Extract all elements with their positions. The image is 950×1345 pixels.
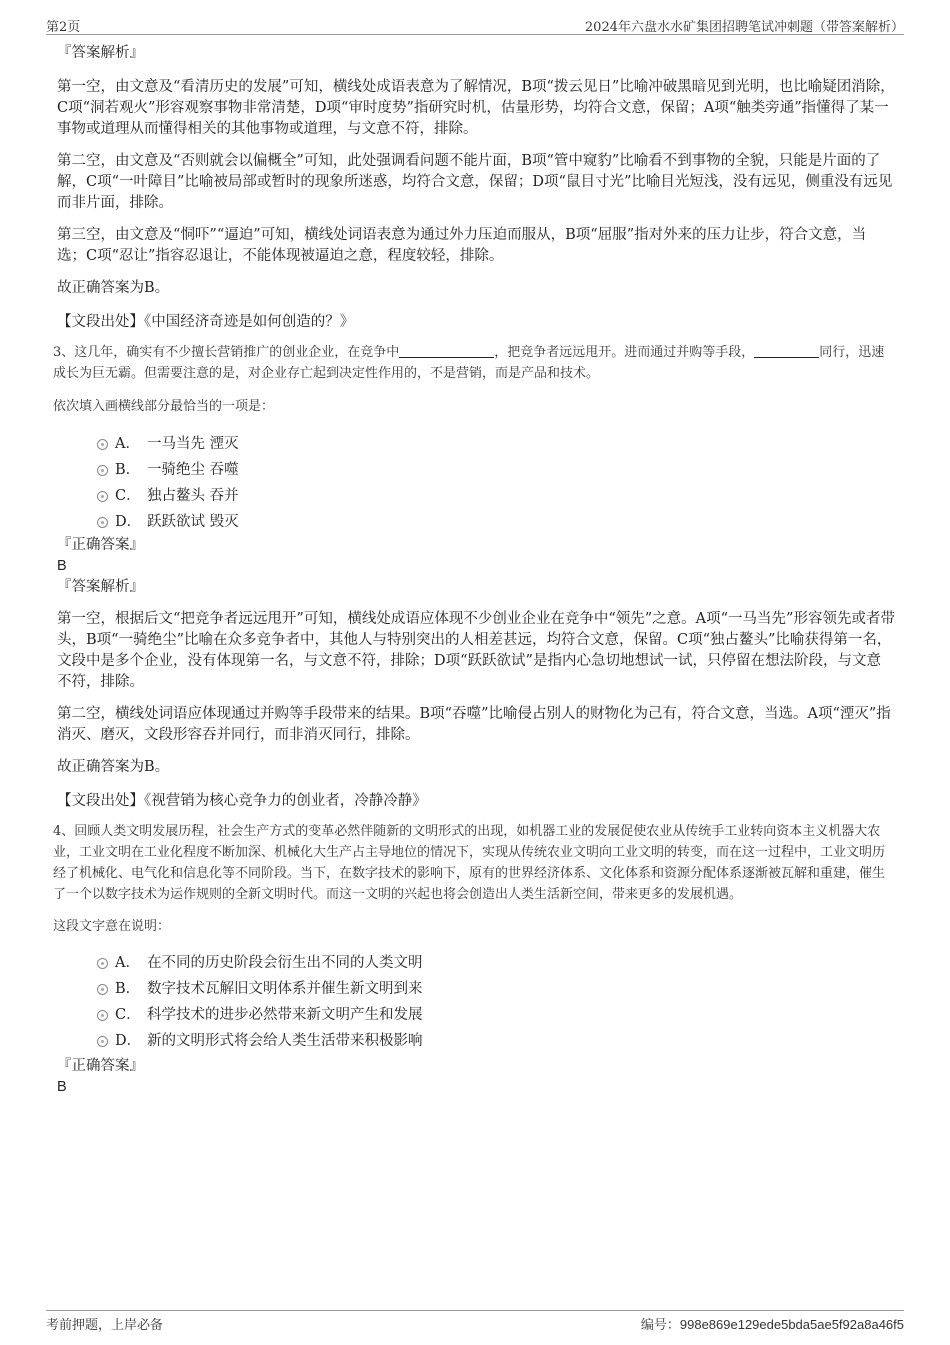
- radio-icon[interactable]: [97, 465, 108, 476]
- question-stem: 3、这几年，确实有不少擅长营销推广的创业企业，在竞争中 ，把竞争者远远甩开。进而通过并购等手段， 同行，迅速成长为巨无霸。但需要注意的是，对企业存亡起到决定性作用的，不是营销，而是产品和技术。: [53, 345, 885, 381]
- passage-source: 【文段出处】《中国经济奇迹是如何创造的？》: [57, 314, 355, 330]
- footer-slogan: 考前押题，上岸必备: [46, 1318, 164, 1333]
- correct-answer-heading: 『正确答案』: [57, 1058, 144, 1074]
- radio-icon[interactable]: [97, 491, 108, 502]
- page-footer: [46, 1310, 904, 1331]
- question-stem: 4、回顾人类文明发展历程，社会生产方式的变革必然伴随新的文明形式的出现，如机器工业的发展促使农业从传统手工业转向资本主义机器大农业，工业文明在工业化程度不断加深、机械化大生产占主导地位的情况下，实现从传统农业文明向工业文明的转变，而在这一过程中，工业文明历经了机械化、电气化和信息化等不同阶段。当下，在数字技术的影响下，原有的世界经济体系、文化体系和资源分配体系逐渐被瓦解和重建，催生了一个以数字技术为运作规则的全新文明时代。而这一文明的兴起也将会创造出人类生活新空间，带来更多的发展机遇。: [53, 824, 886, 902]
- analysis-paragraph: 第二空，由文意及“否则就会以偏概全”可知，此处强调看问题不能片面，B项“管中窥豹”比喻看不到事物的全貌，只能是片面的了解，C项“一叶障目”比喻被局部或暂时的现象所迷惑，均符合文意，保留；D项“鼠目寸光”比喻目光短浅，没有远见，侧重没有远见而非片面，排除。: [57, 153, 893, 211]
- document-title: 2024年六盘水水矿集团招聘笔试冲刺题（带答案解析）: [584, 20, 904, 35]
- option-list: [57, 950, 895, 1054]
- option-list: [57, 431, 895, 535]
- radio-icon[interactable]: [97, 517, 108, 528]
- analysis-paragraph: 第一空，根据后文“把竞争者远远甩开”可知，横线处成语应体现不少创业企业在竞争中“领先”之意。A项“一马当先”形容领先或者带头，B项“一骑绝尘”比喻在众多竞争者中，其他人与特别突出的人相差甚远，均符合文意，保留。C项“独占鳌头”比喻获得第一名，文段中是多个企业，没有体现第一名，与文意不符，排除；D项“跃跃欲试”是指内心急切地想试一试，只停留在想法阶段，与文意不符，排除。: [57, 611, 895, 690]
- correct-answer-heading: 『正确答案』: [57, 537, 144, 553]
- option-d[interactable]: D． 跃跃欲试 毁灭: [57, 509, 895, 535]
- passage-source: 【文段出处】《视营销为核心竞争力的创业者，冷静冷静》: [57, 793, 427, 809]
- correct-answer: B: [57, 1079, 67, 1095]
- fill-blank: [754, 343, 819, 358]
- correct-answer: B: [57, 558, 67, 574]
- analysis-paragraph: 第一空，由文意及“看清历史的发展”可知，横线处成语表意为了解情况，B项“拨云见日”比喻冲破黑暗见到光明，也比喻疑团消除，C项“洞若观火”形容观察事物非常清楚，D项“审时度势”指研究时机，估量形势，均符合文意，保留；A项“触类旁通”指懂得了某一事物或道理从而懂得相关的其他事物或道理，与文意不符，排除。: [57, 79, 895, 137]
- option-a[interactable]: A． 在不同的历史阶段会衍生出不同的人类文明: [57, 950, 895, 976]
- option-c[interactable]: C． 科学技术的进步必然带来新文明产生和发展: [57, 1002, 895, 1028]
- page-header: [46, 14, 904, 35]
- option-b[interactable]: B． 一骑绝尘 吞噬: [57, 457, 895, 483]
- radio-icon[interactable]: [97, 958, 108, 969]
- answer-conclusion: 故正确答案为B。: [57, 280, 170, 296]
- radio-icon[interactable]: [97, 984, 108, 995]
- fill-blank: [399, 343, 494, 358]
- answer-conclusion: 故正确答案为B。: [57, 759, 170, 775]
- radio-icon[interactable]: [97, 1010, 108, 1021]
- option-b[interactable]: B． 数字技术瓦解旧文明体系并催生新文明到来: [57, 976, 895, 1002]
- option-c[interactable]: C． 独占鳌头 吞并: [57, 483, 895, 509]
- page-number: 第2页: [46, 20, 81, 35]
- page-content: [53, 43, 895, 1098]
- option-a[interactable]: A． 一马当先 湮灭: [57, 431, 895, 457]
- document-code: 编号：998e869e129ede5bda5ae5f92a8a46f5: [640, 1317, 904, 1333]
- analysis-paragraph: 第三空，由文意及“恫吓”“逼迫”可知，横线处词语表意为通过外力压迫而服从，B项“屈服”指对外来的压力让步，符合文意，当选；C项“忍让”指容忍退让，不能体现被逼迫之意，程度较轻，排除。: [57, 227, 867, 264]
- answer-analysis-heading: 『答案解析』: [57, 45, 144, 61]
- question-prompt: 依次填入画横线部分最恰当的一项是：: [53, 399, 275, 414]
- radio-icon[interactable]: [97, 439, 108, 450]
- radio-icon[interactable]: [97, 1036, 108, 1047]
- option-d[interactable]: D． 新的文明形式将会给人类生活带来积极影响: [57, 1028, 895, 1054]
- question-prompt: 这段文字意在说明：: [53, 919, 171, 934]
- answer-analysis-heading: 『答案解析』: [57, 579, 144, 595]
- analysis-paragraph: 第二空，横线处词语应体现通过并购等手段带来的结果。B项“吞噬”比喻侵占别人的财物化为己有，符合文意，当选。A项“湮灭”指消灭、磨灭，文段形容吞并同行，而非消灭同行，排除。: [57, 706, 891, 743]
